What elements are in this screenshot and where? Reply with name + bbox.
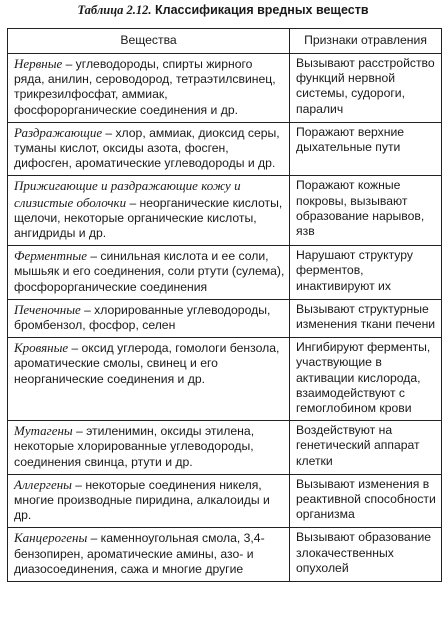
classification-table	[7, 28, 442, 582]
poisoning-signs-cell: Воздействуют на генетический аппарат клетки	[290, 421, 442, 475]
dash: –	[71, 477, 86, 492]
substance-class: Ферментные	[14, 248, 88, 264]
table-row	[8, 176, 442, 246]
header-signs: Признаки отравления	[290, 29, 442, 54]
dash: –	[80, 302, 95, 317]
substances-cell	[8, 122, 290, 176]
substances-cell	[8, 299, 290, 337]
poisoning-signs-cell: Вызывают изменения в реактивной способности организма	[290, 474, 442, 528]
substance-list: хлорированные углеводороды, бромбензол, фосфор, селен	[14, 302, 271, 333]
substance-class: Нервные	[14, 56, 63, 71]
substance-list: неорганические кислоты, щелочи, некоторые органические кислоты, ангидриды и др.	[14, 195, 283, 241]
table-row	[8, 246, 442, 300]
table-row	[8, 528, 442, 582]
table-row	[8, 54, 442, 123]
poisoning-signs-cell: Поражают верхние дыхательные пути	[290, 122, 442, 176]
substances-cell	[8, 338, 290, 421]
substance-list: хлор, аммиак, диоксид серы, туманы кислот, оксиды азота, фосген, дифосген, ароматические углеводороды и др.	[14, 125, 280, 171]
poisoning-signs-cell: Поражают кожные покровы, вызывают образование нарывов, язв	[290, 176, 442, 246]
substances-cell	[8, 528, 290, 582]
dash: –	[126, 195, 140, 210]
substances-cell	[8, 474, 290, 528]
substance-class: Печеночные	[14, 301, 81, 317]
dash: –	[87, 531, 101, 546]
substances-cell	[8, 54, 290, 123]
substance-class: Канцерогены	[14, 530, 88, 546]
header-row	[8, 29, 442, 54]
poisoning-signs-cell: Вызывают расстройство функций нервной системы, судороги, паралич	[290, 54, 442, 123]
poisoning-signs-cell: Ингибируют ферменты, участвующие в активации кислорода, взаимодействуют с гемоглобином крови	[290, 338, 442, 421]
dash: –	[68, 341, 82, 356]
table-row	[8, 421, 442, 475]
substances-cell	[8, 176, 290, 246]
caption-title: Классификация вредных веществ	[155, 3, 369, 17]
table-row	[8, 474, 442, 528]
table-row	[8, 299, 442, 337]
substance-class: Раздражающие	[14, 124, 103, 140]
table-row	[8, 338, 442, 421]
substance-class: Мутагены	[14, 423, 73, 439]
substance-class: Кровяные	[14, 340, 69, 356]
dash: –	[62, 57, 76, 71]
substance-list: этиленимин, оксиды этилена, некоторые хлорированные углеводороды, соединения свинца, ртути и др.	[14, 424, 255, 469]
header-substances: Вещества	[8, 29, 290, 54]
substance-list: каменноугольная смола, 3,4-бензопирен, ароматические амины, азо- и диазосоединения, сажа и многие другие	[14, 531, 265, 576]
dash: –	[72, 424, 87, 439]
poisoning-signs-cell: Нарушают структуру ферментов, инактивируют их	[290, 246, 442, 300]
substance-list: синильная кислота и ее соли, мышьяк и его соединения, соли ртути (сулема), фосфорорганические соединения	[14, 249, 285, 294]
dash: –	[87, 249, 101, 264]
substance-list: углеводороды, спирты жирного ряда, анилин, сероводород, тетраэтилсвинец, трикрезилфосфат, аммиак, фосфорорганические соединения и др.	[14, 57, 276, 117]
table-caption	[0, 3, 446, 18]
poisoning-signs-cell: Вызывают образование злокачественных опухолей	[290, 528, 442, 582]
substance-class: Прижигающие и раздражающие кожу и слизистые оболочки	[14, 178, 241, 210]
dash: –	[102, 125, 116, 140]
substance-class: Аллергены	[14, 476, 72, 492]
table-row	[8, 122, 442, 176]
poisoning-signs-cell: Вызывают структурные изменения ткани печени	[290, 299, 442, 337]
caption-label: Таблица 2.12.	[77, 3, 152, 17]
substances-cell	[8, 246, 290, 300]
substances-cell	[8, 421, 290, 475]
substance-list: некоторые соединения никеля, многие производные пиридина, алкалоиды и др.	[14, 477, 270, 523]
substance-list: оксид углерода, гомологи бензола, ароматические смолы, свинец и его неорганические соединения и др.	[14, 341, 280, 386]
